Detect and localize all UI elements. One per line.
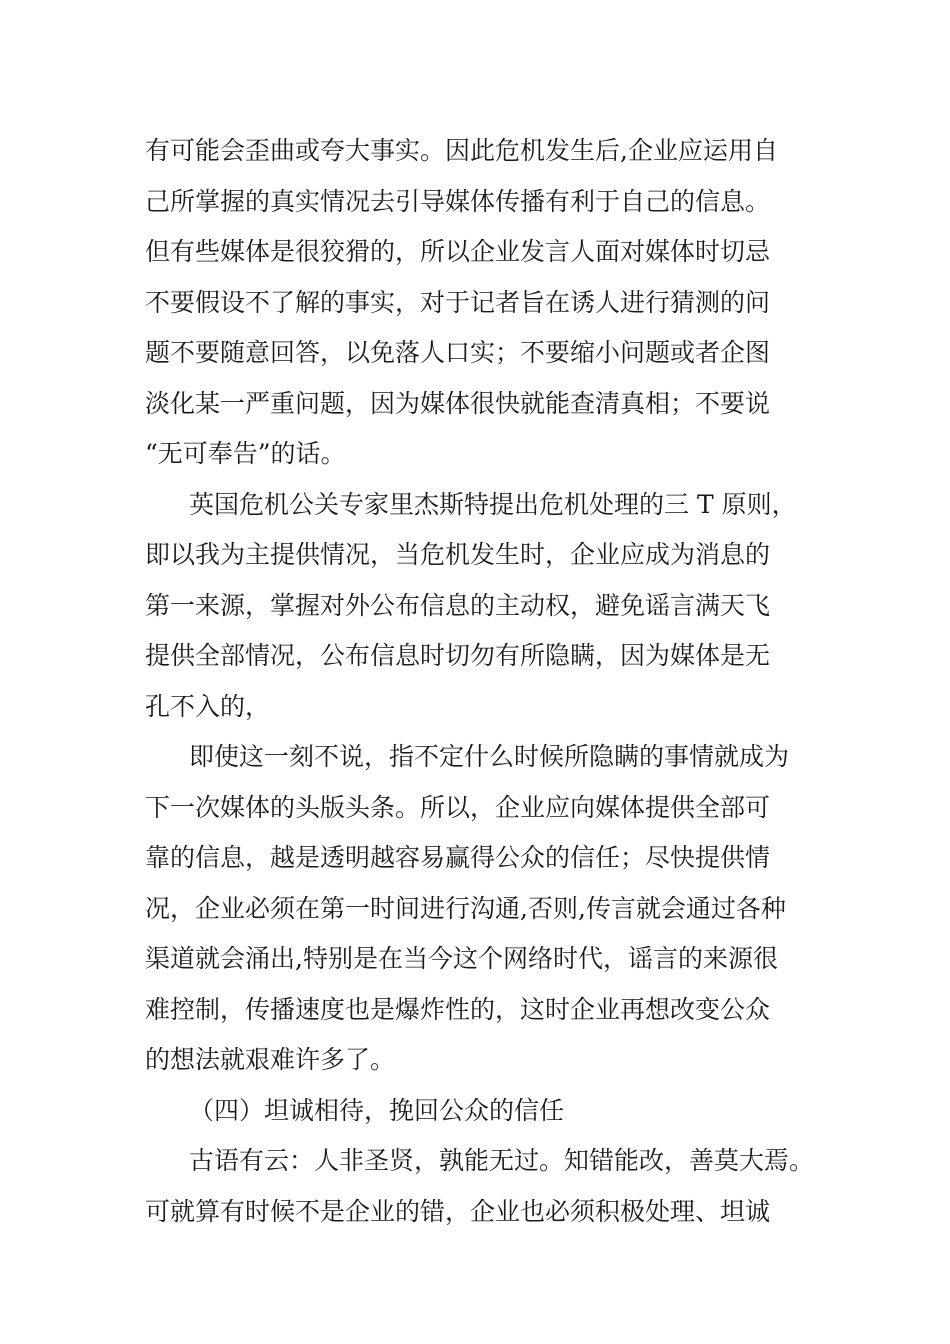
text-line-14: 下一次媒体的头版头条。所以，企业应向媒体提供全部可 <box>145 792 771 822</box>
text-line-3: 但有些媒体是很狡猾的，所以企业发言人面对媒体时切忌 <box>145 237 771 266</box>
text-line-11: 提供全部情况，公布信息时切勿有所隐瞒，因为媒体是无 <box>145 641 771 670</box>
text-line-22: 可就算有时候不是企业的错，企业也必须积极处理、坦诚 <box>145 1196 771 1226</box>
text-line-9: 即以我为主提供情况，当危机发生时，企业应成为消息的 <box>145 540 771 569</box>
text-line-16: 况，企业必须在第一时间进行沟通,否则,传言就会通过各种 <box>145 893 786 923</box>
text-line-1: 有可能会歪曲或夸大事实。因此危机发生后,企业应运用自 <box>145 136 778 165</box>
paragraph-start-disclosure: 即使这一刻不说，指不定什么时候所隐瞒的事情就成为 <box>189 742 790 771</box>
text-line-18: 难控制，传播速度也是爆炸性的，这时企业再想改变公众 <box>145 994 771 1024</box>
section-heading: （四）坦诚相待，挽回公众的信任 <box>189 1095 565 1125</box>
text-line-2: 己所掌握的真实情况去引导媒体传播有利于自己的信息。 <box>145 186 771 216</box>
text-line-15: 靠的信息，越是透明越容易赢得公众的信任；尽快提供情 <box>145 843 771 872</box>
text-line-4: 不要假设不了解的事实，对于记者旨在诱人进行猜测的问 <box>145 287 771 317</box>
text-line-17: 渠道就会涌出,特别是在当今这个网络时代，谣言的来源很 <box>145 944 778 973</box>
document-body <box>145 126 815 1237</box>
paragraph-start-proverb: 古语有云：人非圣贤，孰能无过。知错能改，善莫大焉。 <box>189 1146 815 1175</box>
text-line-6: 淡化某一严重问题，因为媒体很快就能查清真相；不要说 <box>145 388 771 418</box>
text-line-7: “无可奉告”的话。 <box>145 439 346 468</box>
text-line-12: 孔不入的， <box>145 691 271 721</box>
text-line-5: 题不要随意回答，以免落人口实；不要缩小问题或者企图 <box>145 338 771 367</box>
text-line-10: 第一来源，掌握对外公布信息的主动权，避免谣言满天飞 <box>145 590 771 620</box>
paragraph-start-three-t: 英国危机公关专家里杰斯特提出危机处理的三 T 原则， <box>189 489 797 519</box>
text-line-19: 的想法就艰难许多了。 <box>145 1045 396 1074</box>
